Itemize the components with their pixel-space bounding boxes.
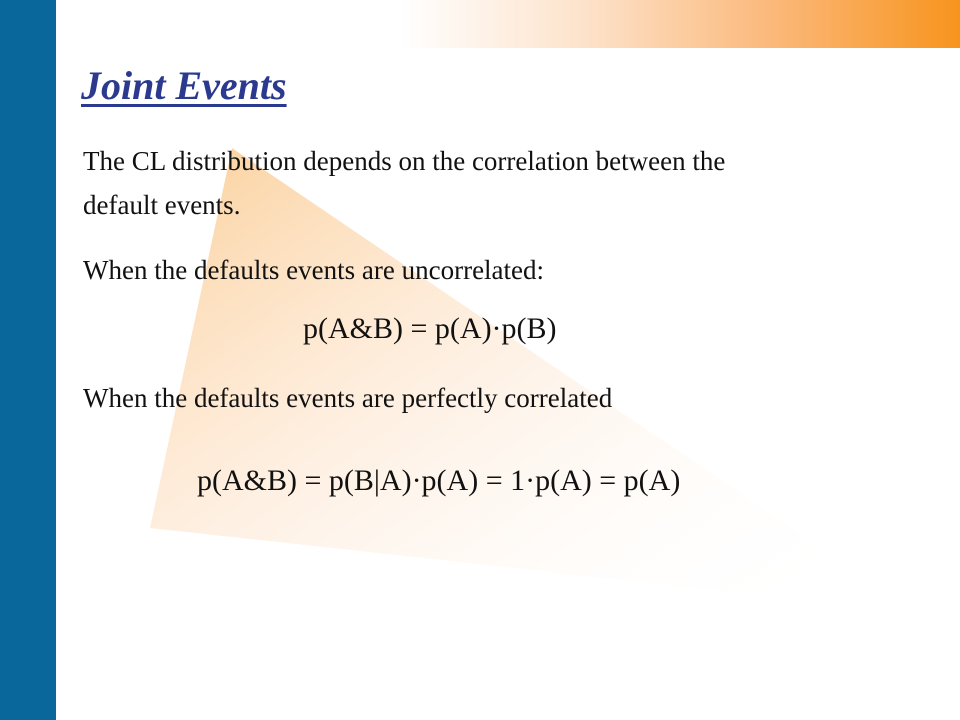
paragraph-perfectly-correlated: When the defaults events are perfectly correlated: [83, 383, 613, 413]
slide-title: Joint Events: [81, 63, 287, 108]
paragraph-uncorrelated: When the defaults events are uncorrelated:: [83, 255, 545, 285]
paragraph-intro: The CL distribution depends on the correlation between the default events.: [83, 146, 726, 220]
formula-perfectly-correlated: p(A&B) = p(B|A)·p(A) = 1·p(A) = p(A): [197, 464, 681, 497]
formula-uncorrelated: p(A&B) = p(A)·p(B): [303, 312, 557, 345]
